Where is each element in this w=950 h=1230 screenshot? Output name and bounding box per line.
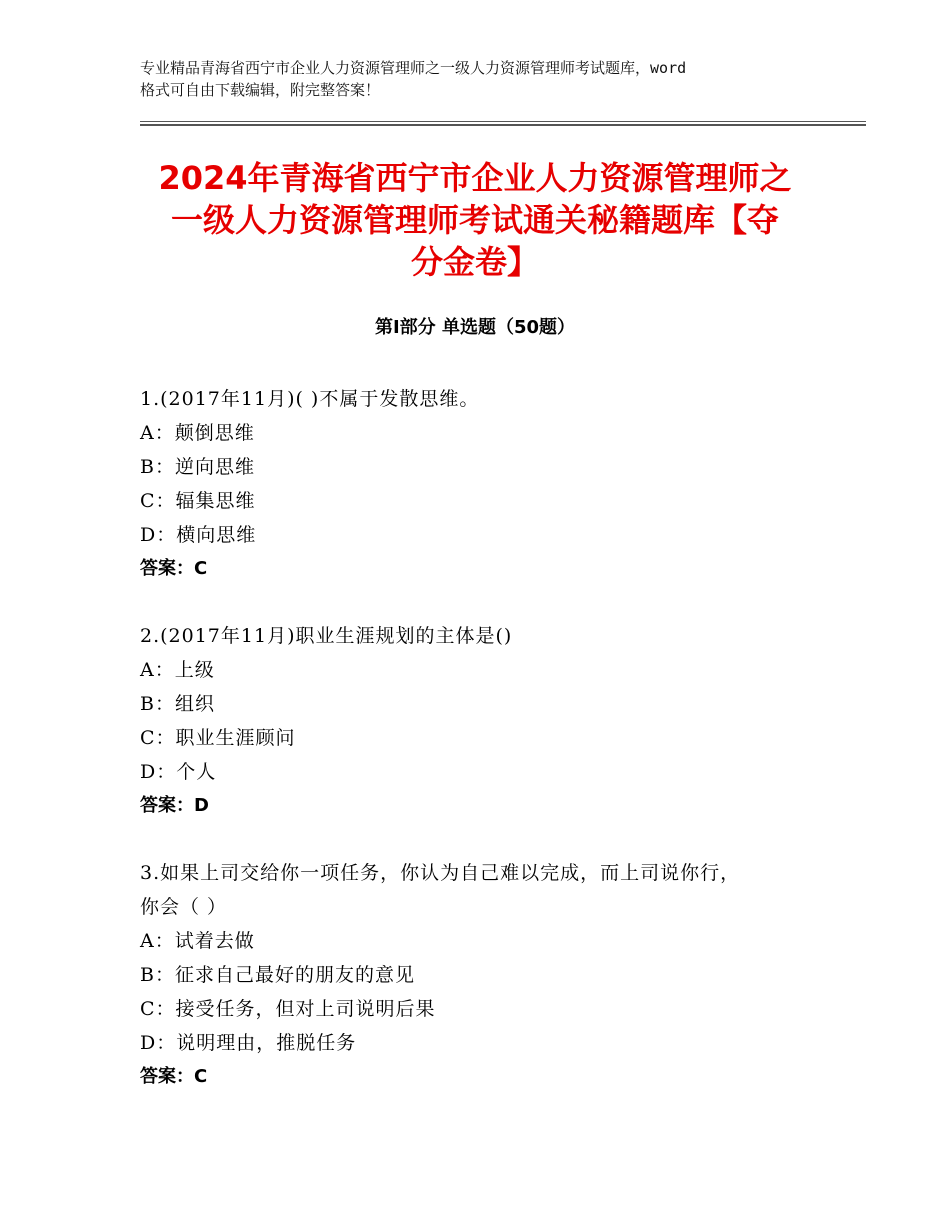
question-list [140,382,810,1127]
answer-label: 答案：C [140,558,208,579]
option-a: A：颠倒思维 [140,422,255,444]
header-note-line-1: 专业精品青海省西宁市企业人力资源管理师之一级人力资源管理师考试题库，word [140,59,687,77]
option-c: C：接受任务，但对上司说明后果 [140,998,436,1020]
option-d: D：个人 [140,761,217,783]
question-2 [140,619,810,823]
header-divider [140,121,866,126]
document-title [140,157,810,283]
header-note-line-2: 格式可自由下载编辑，附完整答案！ [140,81,381,99]
title-line-2: 一级人力资源管理师考试通关秘籍题库【夺 [170,201,779,239]
option-b: B：征求自己最好的朋友的意见 [140,964,415,986]
answer-label: 答案：D [140,795,209,816]
title-line-3: 分金卷】 [410,243,539,281]
section-heading: 第Ⅰ部分 单选题（50题） [374,317,575,338]
header-note [140,57,840,101]
option-c: C：辐集思维 [140,490,256,512]
question-stem-line-2: 你会（ ） [140,896,228,918]
option-d: D：说明理由，推脱任务 [140,1032,357,1054]
option-a: A：上级 [140,659,215,681]
answer-label: 答案：C [140,1066,208,1087]
question-3 [140,856,810,1094]
question-1 [140,382,810,586]
option-c: C：职业生涯顾问 [140,727,296,749]
option-b: B：组织 [140,693,215,715]
option-b: B：逆向思维 [140,456,255,478]
option-a: A：试着去做 [140,930,255,952]
question-stem: 2.(2017年11月)职业生涯规划的主体是() [140,625,513,647]
question-stem-line-1: 3.如果上司交给你一项任务，你认为自己难以完成，而上司说你行， [140,862,741,884]
question-stem: 1.(2017年11月)( )不属于发散思维。 [140,388,480,410]
option-d: D：横向思维 [140,524,257,546]
title-line-1: 2024年青海省西宁市企业人力资源管理师之 [158,159,792,197]
